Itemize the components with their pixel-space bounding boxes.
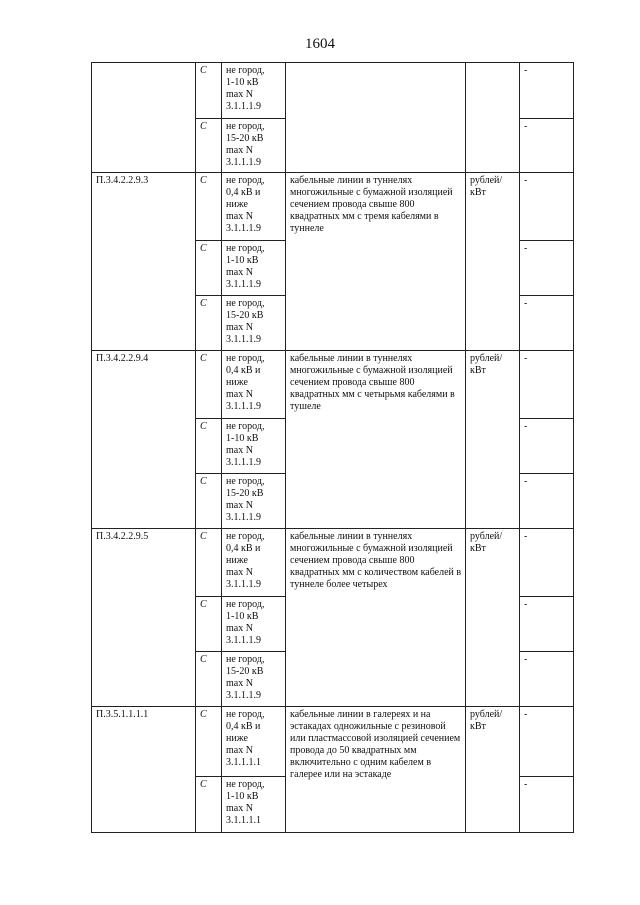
value-cell: - xyxy=(520,529,574,597)
category-letter: С xyxy=(196,707,222,777)
value-cell: - xyxy=(520,777,574,833)
value-cell: - xyxy=(520,474,574,529)
item-code-cell xyxy=(92,63,196,173)
description-cell: кабельные линии в туннелях многожильные с бумажной изоляцией сечением провода свыше 800 квадратных мм с четырьмя кабелями в тушеле xyxy=(286,351,466,529)
description-cell: кабельные линии в галереях и на эстакадах одножильные с резиновой или пластмассовой изоляцией сечением провода до 50 квадратных мм включительно с одним кабелем в галерее или на эстакаде xyxy=(286,707,466,833)
table-row xyxy=(92,707,574,777)
description-cell xyxy=(286,63,466,173)
description-cell: кабельные линии в туннелях многожильные с бумажной изоляцией сечением провода свыше 800 квадратных мм с количеством кабелей в туннеле более четырех xyxy=(286,529,466,707)
category-letter: С xyxy=(196,119,222,173)
table-row xyxy=(92,173,574,241)
condition-cell: не город, 0,4 кВ и ниже max N 3.1.1.1.1 xyxy=(222,707,286,777)
page-number: 1604 xyxy=(305,36,335,52)
condition-cell: не город, 1-10 кВ max N 3.1.1.1.9 xyxy=(222,419,286,474)
item-code-cell: П.3.4.2.2.9.3 xyxy=(92,173,196,351)
category-letter: С xyxy=(196,241,222,296)
category-letter: С xyxy=(196,474,222,529)
condition-cell: не город, 1-10 кВ max N 3.1.1.1.9 xyxy=(222,63,286,119)
category-letter: С xyxy=(196,63,222,119)
table-row xyxy=(92,63,574,119)
item-code-cell: П.3.4.2.2.9.4 xyxy=(92,351,196,529)
condition-cell: не город, 15-20 кВ max N 3.1.1.1.9 xyxy=(222,296,286,351)
category-letter: С xyxy=(196,652,222,707)
condition-cell: не город, 1-10 кВ max N 3.1.1.1.1 xyxy=(222,777,286,833)
value-cell: - xyxy=(520,597,574,652)
unit-cell: рублей/ кВт xyxy=(466,173,520,351)
value-cell: - xyxy=(520,63,574,119)
description-cell: кабельные линии в туннелях многожильные с бумажной изоляцией сечением провода свыше 800 квадратных мм с тремя кабелями в туннеле xyxy=(286,173,466,351)
table-row xyxy=(92,351,574,419)
value-cell: - xyxy=(520,296,574,351)
value-cell: - xyxy=(520,119,574,173)
value-cell: - xyxy=(520,241,574,296)
category-letter: С xyxy=(196,173,222,241)
condition-cell: не город, 15-20 кВ max N 3.1.1.1.9 xyxy=(222,652,286,707)
value-cell: - xyxy=(520,652,574,707)
category-letter: С xyxy=(196,777,222,833)
item-code-cell: П.3.4.2.2.9.5 xyxy=(92,529,196,707)
unit-cell: рублей/ кВт xyxy=(466,707,520,833)
category-letter: С xyxy=(196,529,222,597)
value-cell: - xyxy=(520,707,574,777)
unit-cell: рублей/ кВт xyxy=(466,529,520,707)
condition-cell: не город, 0,4 кВ и ниже max N 3.1.1.1.9 xyxy=(222,351,286,419)
category-letter: С xyxy=(196,419,222,474)
unit-cell xyxy=(466,63,520,173)
unit-cell: рублей/ кВт xyxy=(466,351,520,529)
category-letter: С xyxy=(196,296,222,351)
item-code-cell: П.3.5.1.1.1.1 xyxy=(92,707,196,833)
value-cell: - xyxy=(520,351,574,419)
condition-cell: не город, 1-10 кВ max N 3.1.1.1.9 xyxy=(222,241,286,296)
condition-cell: не город, 0,4 кВ и ниже max N 3.1.1.1.9 xyxy=(222,529,286,597)
condition-cell: не город, 1-10 кВ max N 3.1.1.1.9 xyxy=(222,597,286,652)
condition-cell: не город, 15-20 кВ max N 3.1.1.1.9 xyxy=(222,119,286,173)
tariff-table xyxy=(91,62,574,833)
category-letter: С xyxy=(196,597,222,652)
table-row xyxy=(92,529,574,597)
category-letter: С xyxy=(196,351,222,419)
condition-cell: не город, 0,4 кВ и ниже max N 3.1.1.1.9 xyxy=(222,173,286,241)
value-cell: - xyxy=(520,419,574,474)
value-cell: - xyxy=(520,173,574,241)
condition-cell: не город, 15-20 кВ max N 3.1.1.1.9 xyxy=(222,474,286,529)
